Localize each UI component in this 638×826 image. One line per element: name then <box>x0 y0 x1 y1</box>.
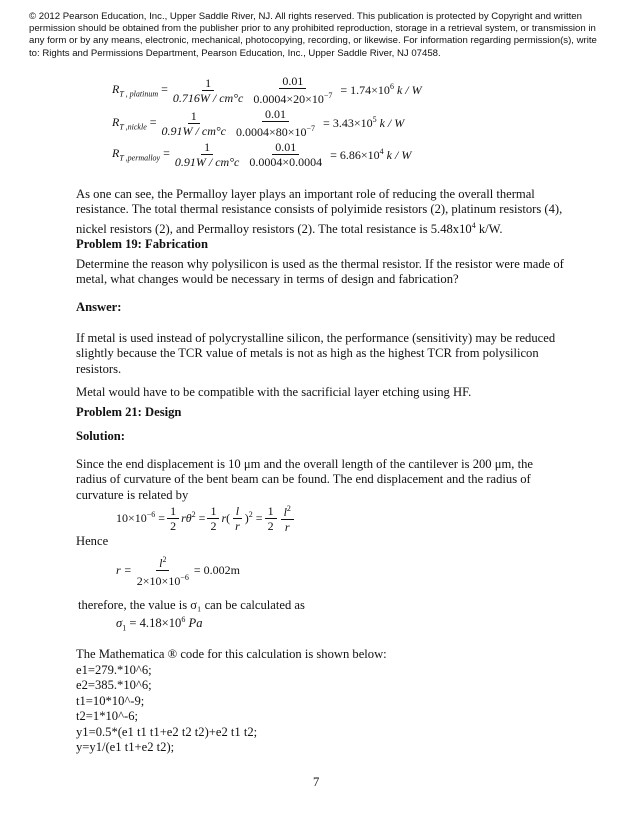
code-line: y1=0.5*(e1 t1 t1+e2 t2 t2)+e2 t1 t2; <box>76 724 258 739</box>
equation-sigma: $\sigma_1 = 4.18\times 10^6$ Pa <box>116 615 203 633</box>
code-line: t1=10*10^-9; <box>76 693 145 708</box>
paragraph-answer: If metal is used instead of polycrystalline silicon, the performance (sensitivity) may be reduced slightly because the TCR value of metals is not as high as the highest TCR from polysilicon resistors. <box>76 331 556 376</box>
equation-nickle: $R_{T ,nickle}$ = $\frac{1}{0.91W / cm^\circ c}$ $\frac{0.01}{0.0004\times 80\times 10^{-7}}$ = $3.43\times 10^5$ k / W <box>112 107 405 139</box>
equation-permalloy: $R_{T ,permalloy}$ = $\frac{1}{0.91W / cm^\circ c}$ $\frac{0.01}{0.0004\times 0.0004}$ = $6.86\times 10^4$ k / W <box>112 140 412 169</box>
page-number: 7 <box>313 775 320 789</box>
code-line: e1=279.*10^6; <box>76 663 152 677</box>
heading-problem-21: Problem 21: Design <box>76 405 182 419</box>
paragraph-end-displacement: Since the end displacement is 10 μm and the overall length of the cantilever is 200 μm, the radius of curvature of the bent beam can be found. The end displacement and the radius of curvature is related by <box>76 457 533 502</box>
equation-curvature: $10\times 10^{-6}$ = $\frac{1}{2}$ $r\theta^2$ = $\frac{1}{2}$ r( $\frac{l}{r}$ )$^2$ = $\frac{1}{2}$ $\frac{l^2}{r}$ <box>116 502 296 534</box>
heading-solution: Solution: <box>76 429 125 443</box>
equation-radius: r = $\frac{l^2}{2\times 10\times 10^{-6}}$ = 0.002m <box>116 555 240 588</box>
equation-platinum: $R_{T , platinum}$ = $\frac{1}{0.716W / cm^\circ c}$ $\frac{0.01}{0.0004\times 20\times 10^{-7}}$ = $1.74\times 10^6$ k / W <box>112 74 422 106</box>
heading-answer: Answer: <box>76 300 122 314</box>
heading-problem-19: Problem 19: Fabrication <box>76 237 208 251</box>
paragraph-mathematica: The Mathematica ® code for this calculation is shown below: <box>76 647 387 661</box>
label-hence: Hence <box>76 534 109 548</box>
paragraph-sigma: therefore, the value is σ₁ can be calculated as <box>78 598 305 612</box>
code-line: t2=1*10^-6; <box>76 709 138 724</box>
paragraph-metal: Metal would have to be compatible with the sacrificial layer etching using HF. <box>76 385 472 399</box>
copyright-notice: © 2012 Pearson Education, Inc., Upper Saddle River, NJ. All rights reserved. This publication is protected by Copyright and written permission should be obtained from the publisher prior to any prohibited reproduction, storage in a retrieval system, or transmission in any form or by any means, electronic, mechanical, photocopying, recording, or likewise. For information regarding permission(s), write to: Rights and Permissions Department, Pearson Education, Inc., Upper Saddle River, NJ 07458. <box>29 11 597 59</box>
code-line: y=y1/(e1 t1+e2 t2); <box>76 740 175 755</box>
code-line: e2=385.*10^6; <box>76 678 152 693</box>
paragraph-thermal-resistance: As one can see, the Permalloy layer plays an important role of reducing the overall thermal resistance. The total thermal resistance consists of polyimide resistors (2), platinum resistors (4), nickel resistors (2), and Permalloy resistors (2). The total resistance is $5.48x10^4$ k/W. <box>76 187 563 236</box>
code-block <box>76 663 257 755</box>
paragraph-problem-19: Determine the reason why polysilicon is used as the thermal resistor. If the resistor were made of metal, what changes would be necessary in terms of design and fabrication? <box>76 257 564 287</box>
